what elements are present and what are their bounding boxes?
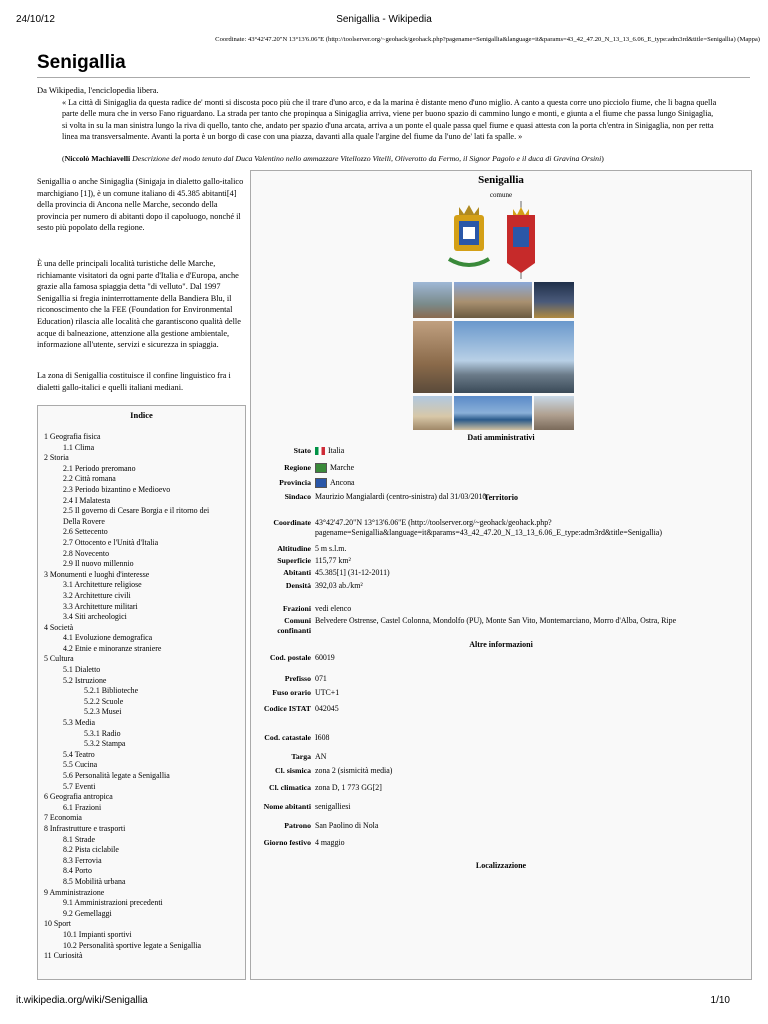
infobox-value: 60019 <box>315 653 335 662</box>
infobox-label: Sindaco <box>284 492 311 501</box>
toc-item[interactable]: 5.3.1 Radio <box>84 728 121 738</box>
toc-item[interactable]: 10.2 Personalità sportive legate a Senigallia <box>63 940 202 950</box>
infobox <box>250 170 752 980</box>
infobox-title: Senigallia <box>478 174 524 186</box>
toc-item[interactable]: 8.5 Mobilità urbana <box>63 876 126 886</box>
infobox-value <box>315 446 743 456</box>
flag-italy-icon <box>315 447 325 455</box>
table-of-contents <box>37 405 246 980</box>
toc-item[interactable]: 2.9 Il nuovo millennio <box>63 559 134 569</box>
toc-item[interactable]: 3 Monumenti e luoghi d'interesse <box>44 569 150 579</box>
toc-item[interactable]: 5.2.2 Scuole <box>84 696 124 706</box>
photo-rotonda[interactable] <box>454 321 574 393</box>
section-location: Localizzazione <box>475 861 527 870</box>
toc-item[interactable]: 5.1 Dialetto <box>63 665 101 675</box>
toc-item[interactable]: 2.8 Novecento <box>63 548 110 558</box>
coat-of-arms-icon <box>449 205 489 265</box>
infobox-value: Belvedere Ostrense, Castel Colonna, Mondolfo (PU), Monte San Vito, Montemarciano, Morro d'Alba, Ostra, Ripe <box>315 616 677 625</box>
infobox-value: San Paolino di Nola <box>315 821 379 830</box>
toc-item[interactable]: 8.1 Strade <box>63 834 95 844</box>
infobox-value: 4 maggio <box>315 838 345 847</box>
infobox-label: Giorno festivo <box>263 838 311 847</box>
photo-street[interactable] <box>413 396 452 430</box>
toc-item[interactable]: 3.1 Architetture religiose <box>63 580 142 590</box>
attribution-work: Descrizione del modo tenuto dal Duca Valentino nello ammazzare Vitellozzo Vitelli, Oliverotto da Fermo, il Signor Pagolo e il duca di Gravina Orsini <box>132 154 602 163</box>
toc-item[interactable]: 10.1 Impianti sportivi <box>63 929 132 939</box>
infobox-value: vedi elenco <box>315 604 352 613</box>
toc-item[interactable]: 4.2 Etnie e minoranze straniere <box>63 643 162 653</box>
toc-list <box>38 432 245 962</box>
toc-item[interactable]: 9 Amministrazione <box>44 887 105 897</box>
infobox-value: 43°42'47.20"N 13°13'6.06"E (http://toolserver.org/~geohack/geohack.php?pagename=Senigallia&language=it&params=43_42_47.20_N_13_13_6.06_E_type:adm3rd&title=Senigallia) <box>315 518 662 538</box>
toc-item[interactable]: 4.1 Evoluzione demografica <box>63 633 153 643</box>
infobox-value: AN <box>315 752 327 761</box>
infobox-value <box>315 463 743 473</box>
photo-rocca[interactable] <box>454 282 532 318</box>
infobox-label: Cl. climatica <box>268 783 311 792</box>
section-other: Altre informazioni <box>469 640 533 649</box>
infobox-value-text[interactable]: Italia <box>328 446 345 455</box>
toc-item[interactable]: 5.3.2 Stampa <box>84 739 126 749</box>
toc-item[interactable]: 2.1 Periodo preromano <box>63 463 136 473</box>
toc-item[interactable]: 1.1 Clima <box>63 442 95 452</box>
photo-night[interactable] <box>534 282 574 318</box>
infobox-label: Comuni confinanti <box>277 616 311 635</box>
infobox-value: UTC+1 <box>315 688 340 697</box>
infobox-label: Regione <box>284 463 311 472</box>
infobox-label: Densità <box>285 581 311 590</box>
photo-beach[interactable] <box>454 396 532 430</box>
toc-item[interactable]: 8.4 Porto <box>63 866 92 876</box>
toc-item[interactable]: 3.4 Siti archeologici <box>63 612 127 622</box>
toc-item[interactable]: 2 Storia <box>44 453 69 463</box>
infobox-label: Targa <box>291 752 311 761</box>
infobox-value: 115,77 km² <box>315 556 351 565</box>
intro-paragraph-1: Senigallia o anche Sinigaglia (Sinigaja in dialetto gallo-italico marchigiano [1]), è un comune italiano di 45.385 abitanti[4] della provincia di Ancona nelle Marche, secondo della provincia per numero di abitanti dopo il capoluogo, nonché il sesto più popolato della regione. <box>37 177 244 233</box>
toc-item[interactable]: 2.2 Città romana <box>63 474 116 484</box>
infobox-label: Cl. sismica <box>275 766 311 775</box>
machiavelli-quote: « La città di Sinigaglia da questa radice de' monti si discosta poco più che il trare d'uno arco, e da la marina è distante meno d'uno miglio. A canto a questa corre uno picciolo fiume, che li bagna quella parte delle mura che in verso Fano riguardano. La strada per tanto che propinqua a Sinigaglia arriva, viene per buono spazio di cammino lungo e monti, e giunta a el fiume che passa lungo Sinigaglia, si volta in su la man sinistra lungo la riva di quello, tanto che, andato per spazio d'una arcata, arriva a un ponte el quale passa quel fiume e quasi attesta con la porta ch'entra in Sinigaglia, non per retta linea ma transversalmente. Avanti la porta è un borgo di case con una piazza, davanti alla quale l'argine del fiume da l'uno de' lati fa spalle. » <box>62 98 717 142</box>
toc-item[interactable]: 8 Infrastrutture e trasporti <box>44 823 126 833</box>
infobox-value-text[interactable]: Ancona <box>330 478 355 487</box>
toc-item[interactable]: 3.3 Architetture militari <box>63 601 138 611</box>
photo-portici[interactable] <box>413 321 452 393</box>
toc-item[interactable]: 5.3 Media <box>63 718 95 728</box>
infobox-label: Frazioni <box>282 604 311 613</box>
toc-item[interactable]: 5.5 Cucina <box>63 760 98 770</box>
infobox-value: 45.385[1] (31-12-2011) <box>315 568 390 577</box>
infobox-value: 042045 <box>315 704 339 713</box>
infobox-label: Provincia <box>279 478 311 487</box>
toc-item[interactable]: 11 Curiosità <box>44 951 83 961</box>
photo-piazza[interactable] <box>413 282 452 318</box>
toc-item[interactable]: 8.2 Pista ciclabile <box>63 845 119 855</box>
toc-item[interactable]: 2.6 Settecento <box>63 527 108 537</box>
toc-item[interactable]: 10 Sport <box>44 919 71 929</box>
coat-of-arms-and-gonfalon[interactable] <box>441 201 551 279</box>
toc-item[interactable]: 6.1 Frazioni <box>63 802 102 812</box>
toc-item[interactable]: 3.2 Architetture civili <box>63 590 131 600</box>
section-territory: Territorio <box>484 493 518 502</box>
toc-item[interactable]: 5.2 Istruzione <box>63 675 107 685</box>
toc-item[interactable]: 5.2.3 Musei <box>84 707 122 717</box>
toc-item[interactable]: 1 Geografia fisica <box>44 432 101 441</box>
infobox-label: Nome abitanti <box>263 802 311 811</box>
toc-item[interactable]: 5.2.1 Biblioteche <box>84 686 139 696</box>
toc-item[interactable]: 2.5 Il governo di Cesare Borgia e il ritorno dei <box>63 506 210 516</box>
infobox-label: Superficie <box>277 556 311 565</box>
intro-paragraph-2: È una delle principali località turistiche delle Marche, richiamante visitatori da ogni parte d'Italia e d'Europa, anche grazie alla famosa spiaggia detta "di velluto". Dal 1997 Senigallia si fregia ininterrottamente della Bandiera Blu, il riconoscimento che la FEE (Foundation for Environmental Education) rilascia alle località che garantiscono qualità delle acque di balneazione, attenzione alla gestione ambientale, informazione all'utente, servizi e sicurezza in spiaggia. <box>37 259 241 350</box>
infobox-value-text[interactable]: Marche <box>330 463 355 472</box>
toc-item[interactable]: 5.4 Teatro <box>63 749 95 759</box>
infobox-subtitle: comune <box>489 191 513 199</box>
quote-attribution: (Niccolò Machiavelli Descrizione del modo tenuto dal Duca Valentino nello ammazzare Vitellozzo Vitelli, Oliverotto da Fermo, il Signor Pagolo e il duca di Gravina Orsini) <box>62 154 604 163</box>
infobox-value: I608 <box>315 733 330 742</box>
toc-item[interactable]: 6 Geografia antropica <box>44 792 113 802</box>
infobox-label: Stato <box>293 446 311 455</box>
toc-item[interactable]: 9.1 Amministrazioni precedenti <box>63 898 163 908</box>
infobox-value: 5 m s.l.m. <box>315 544 347 553</box>
infobox-label: Cod. catastale <box>264 733 311 742</box>
from-wikipedia: Da Wikipedia, l'enciclopedia libera. <box>37 85 159 95</box>
toc-item[interactable]: 5 Cultura <box>44 654 74 664</box>
infobox-label: Patrono <box>284 821 311 830</box>
toc-item[interactable]: 8.3 Ferrovia <box>63 855 102 865</box>
page-title: Senigallia <box>37 52 126 73</box>
infobox-label: Altitudine <box>277 544 311 553</box>
infobox-label: Abitanti <box>283 568 311 577</box>
gonfalon-icon <box>507 201 535 279</box>
top-coordinate[interactable]: Coordinate: 43°42'47.20"N 13°13'6.06"E (http://toolserver.org/~geohack/geohack.php?pagename=Senigallia&language=it&params=43_42_47.20_N_13_13_6.06_E_type:adm3rd&title=Senigallia) (Mappa) <box>215 36 760 43</box>
toc-item[interactable]: 5.7 Eventi <box>63 781 96 791</box>
infobox-value: zona D, 1 773 GG[2] <box>315 783 382 792</box>
toc-item[interactable]: 5.6 Personalità legate a Senigallia <box>63 771 170 780</box>
infobox-label: Cod. postale <box>269 653 311 662</box>
infobox-label: Codice ISTAT <box>263 704 311 713</box>
footer-url: it.wikipedia.org/wiki/Senigallia <box>16 995 148 1006</box>
footer-page-number: 1/10 <box>710 995 730 1006</box>
infobox-value: 392,03 ab./km² <box>315 581 363 590</box>
title-rule <box>37 77 750 78</box>
toc-item[interactable]: 4 Società <box>44 622 74 632</box>
toc-item[interactable]: 7 Economia <box>44 813 82 823</box>
infobox-value: senigalliesi <box>315 802 351 811</box>
print-date: 24/10/12 <box>16 14 55 25</box>
photo-palazzo[interactable] <box>534 396 574 430</box>
toc-item[interactable]: 9.2 Gemellaggi <box>63 908 112 918</box>
infobox-value <box>315 478 743 488</box>
toc-item[interactable]: Della Rovere <box>63 516 105 526</box>
toc-item[interactable]: 2.7 Ottocento e l'Unità d'Italia <box>63 537 159 547</box>
infobox-label: Fuso orario <box>272 688 311 697</box>
toc-item[interactable]: 2.4 I Malatesta <box>63 495 111 505</box>
infobox-label: Prefisso <box>284 674 311 683</box>
infobox-value: Maurizio Mangialardi (centro-sinistra) dal 31/03/2010 <box>315 492 487 501</box>
toc-title: Indice <box>130 410 153 420</box>
province-ancona-icon <box>315 478 327 488</box>
region-marche-icon <box>315 463 327 473</box>
infobox-value: zona 2 (sismicità media) <box>315 766 393 775</box>
toc-item[interactable]: 2.3 Periodo bizantino e Medioevo <box>63 484 171 494</box>
infobox-label: Coordinate <box>273 518 311 527</box>
section-admin: Dati amministrativi <box>467 433 535 442</box>
print-title: Senigallia - Wikipedia <box>336 14 432 25</box>
intro-paragraph-3: La zona di Senigallia costituisce il confine linguistico fra i dialetti gallo-italici e quelli italiani mediani. <box>37 371 231 392</box>
infobox-value: 071 <box>315 674 327 683</box>
attribution-author[interactable]: Niccolò Machiavelli <box>64 154 131 163</box>
